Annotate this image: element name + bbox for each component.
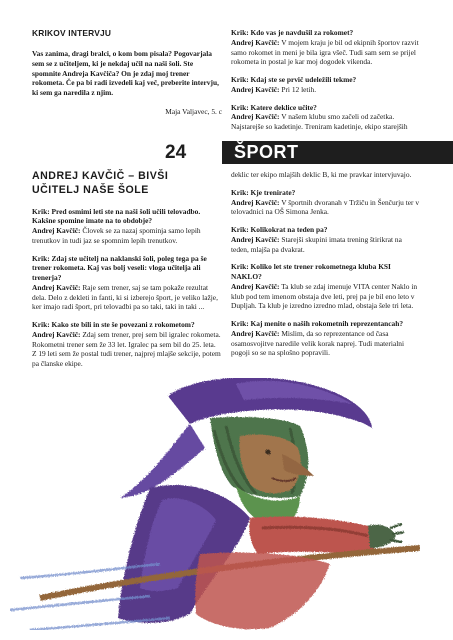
answer-speaker: Andrej Kavčič: [32,226,81,236]
question: Krik: Pred osmimi leti ste na naši šoli učili telovadbo. Kakšne spomine imate na to obdobje? [32,206,201,226]
question: Krik: Koliko let ste trener rokometnega kluba KSI NAKLO? [231,262,391,282]
answer: Pri 12 letih. [279,84,317,94]
right-bottom-qa [231,170,421,358]
sleeve [249,516,377,554]
qa-item [231,188,421,217]
qa-item [231,28,421,67]
answer: Raje sem trener, saj se tam pokaže rezultat dela. Delo z dekleti in fanti, ki si izberejo šport, je veliko lažje, ker imajo radi šport, pri telovadbi pa so taki, taki in taki ... [32,282,218,312]
answer-speaker: Andrej Kavčič: [231,281,280,291]
skirt [195,552,330,629]
qa-item [231,225,421,254]
answer: V mojem kraju je bil od ekipnih športov razvit samo rokomet in meni je bila igra všeč. Tudi sam sem se prijel rokometa in postal je kar moj dogodek vikenda. [231,37,419,67]
qa-item [231,103,421,132]
article-title-line: UČITELJ NAŠE ŠOLE [32,183,149,196]
question: Krik: Katere deklice učite? [231,102,317,112]
qa-item [32,320,222,369]
answer: Ta klub se zdaj imenuje VITA center Naklo in klub pod tem imenom obstaja dve leti, prej pa je bil eno leto v Dupljah. Ta klub je izredno izredno mlad, obstaja šele tri leta. [231,281,418,311]
page-number: 24 [165,142,187,163]
right-top-qa [231,28,421,132]
question: Krik: Kdo vas je navdušil za rokomet? [231,28,354,37]
question: Krik: Zdaj ste učitelj na naklanski šoli, poleg tega pa še trener rokometa. Kaj vas bolj veseli: vloga učitelja ali trenerja? [32,253,207,283]
section-heading: KRIKOV INTERVJU [32,28,112,38]
intro-block [32,28,222,117]
article-title [32,170,222,198]
answer-continuation: deklic ter ekipo mlajših deklic B, ki me pravkar intervjuvajo. [231,170,412,179]
qa-item [32,207,222,246]
question: Krik: Kolikokrat na teden pa? [231,225,328,235]
qa-item [231,75,421,95]
answer-speaker: Andrej Kavčič: [231,197,280,207]
answer: V našem klubu smo začeli od začetka. Najstarejše so kadetinje. Treniram kadetinje, ekipo starejših [231,112,408,132]
qa-item [231,262,421,311]
answer: V športnih dvoranah v Tržiču in Šenčurju ter v telovadnici na OŠ Simona Jenka. [231,197,420,217]
section-label: ŠPORT [234,142,299,162]
answer-speaker: Andrej Kavčič: [231,84,280,94]
witch-illustration [0,378,453,640]
answer: Starejši skupini imata trening štirikrat na teden, mlajša pa dvakrat. [231,234,402,254]
answer-speaker: Andrej Kavčič: [32,282,81,292]
qa-item [231,319,421,358]
answer-speaker: Andrej Kavčič: [231,112,280,122]
answer-speaker: Andrej Kavčič: [231,328,280,338]
answer: Človek se za nazaj spominja samo lepih trenutkov in tudi jaz se spomnim lepih trenutkov. [32,226,201,245]
eye [266,450,271,455]
answer-speaker: Andrej Kavčič: [231,234,280,244]
answer: Mislim, da so reprezentance od časa osamosvojitve naredile velik korak naprej. Tudi materialni pogoji so se na splošno popravili. [231,328,405,358]
question: Krik: Kdaj ste se prvič udeležili tekme? [231,75,357,85]
answer: Zdaj sem trener, prej sem bil igralec rokometa. Rokometni trener sem že 33 let. Igralec pa sem bil do 25. leta. Z 19 leti sem že postal tudi trener, najprej mlajše sekcije, potem pa članske ekipe. [32,329,221,369]
question: Krik: Kje trenirate? [231,187,296,197]
answer-speaker: Andrej Kavčič: [32,329,81,339]
article-block [32,170,222,369]
intro-text: Vas zanima, dragi bralci, o kom bom pisala? Pogovarjala sem se z učiteljem, ki je nekdaj učil na naši šoli. Ste spomnite Andreja Kavčiča? On je zdaj moj trener rokometa. Če pa bi radi izvedeli kaj več, preberite intervju, ki sem ga naredila z njim. [32,49,219,98]
question: Krik: Kaj menite o naših rokometnih reprezentancah? [231,319,404,329]
qa-item [32,254,222,313]
question: Krik: Kako ste bili in ste še povezani z rokometom? [32,320,195,330]
fingers [390,524,404,542]
article-title-line: ANDREJ KAVČIČ – BIVŠI [32,170,169,182]
answer-speaker: Andrej Kavčič: [231,37,280,47]
author-signature: Maja Valjavec, 5. c [165,106,222,116]
